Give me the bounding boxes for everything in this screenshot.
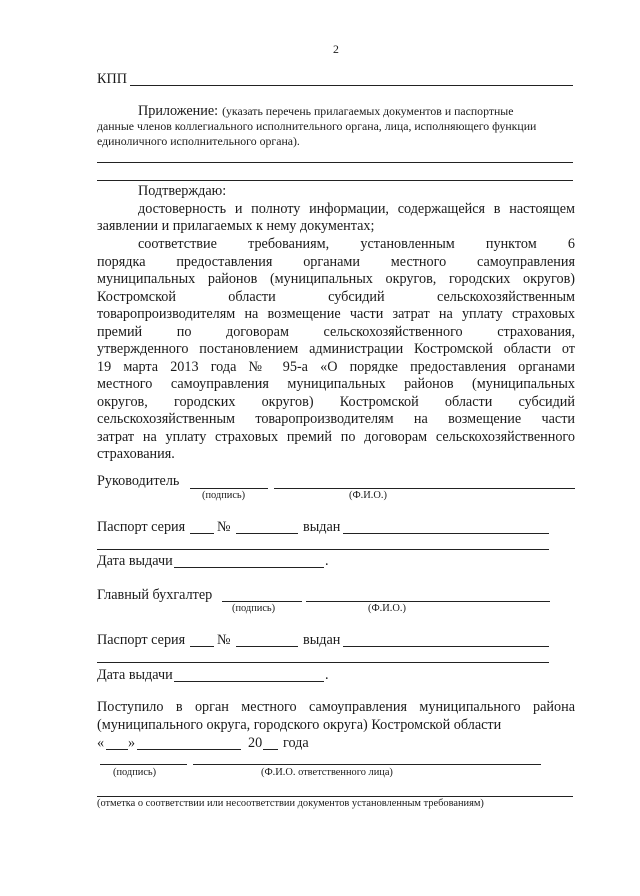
compliance-note-caption: (отметка о соответствии или несоответствии документов установленным требованиям)	[97, 798, 484, 809]
accountant-name-caption: (Ф.И.О.)	[368, 603, 406, 614]
attachment-line-3: единоличного исполнительного органа).	[97, 134, 300, 148]
accountant-name-field[interactable]	[306, 601, 550, 602]
head-label: Руководитель	[97, 473, 180, 489]
received-line-2: (муниципального округа, городского округа) Костромской области	[97, 717, 502, 733]
passport-number-field[interactable]	[236, 533, 298, 534]
passport-issued-label: выдан	[303, 519, 341, 535]
confirm-line: заявлении и прилагаемых к нему документах;	[97, 218, 375, 234]
accountant-label: Главный бухгалтер	[97, 587, 213, 603]
passport-series-label: Паспорт серия	[97, 632, 186, 648]
responsible-name-field[interactable]	[193, 764, 541, 765]
issue-date-dot: .	[325, 667, 329, 683]
passport-series-field[interactable]	[190, 646, 214, 647]
issue-date-label: Дата выдачи	[97, 667, 173, 683]
responsible-name-caption: (Ф.И.О. ответственного лица)	[261, 767, 393, 778]
confirm-line: страхования.	[97, 446, 175, 462]
attachment-label: Приложение:	[138, 103, 219, 119]
received-year-prefix: 20	[248, 735, 263, 751]
passport-number-field[interactable]	[236, 646, 298, 647]
confirm-line: порядка предоставления органами местного самоуправления	[97, 254, 575, 270]
received-signature-caption: (подпись)	[113, 767, 157, 778]
passport-issued-field[interactable]	[343, 533, 549, 534]
attachment-hint: (указать перечень прилагаемых документов и паспортные	[222, 104, 514, 118]
confirm-line: Костромской области субсидий сельскохозяйственным	[97, 289, 575, 305]
received-day-field[interactable]	[106, 749, 128, 750]
confirm-line: муниципальных районов (муниципальных округов, городских округов)	[97, 271, 575, 287]
received-line-1: Поступило в орган местного самоуправления муниципального района	[97, 699, 575, 715]
confirm-line: местного самоуправления муниципальных районов (муниципальных	[97, 376, 575, 392]
received-year-suffix: года	[283, 735, 309, 751]
issue-date-dot: .	[325, 553, 329, 569]
issue-date-label: Дата выдачи	[97, 553, 173, 569]
received-date-open-quote: «	[97, 735, 105, 751]
confirm-line: сельскохозяйственным товаропроизводителям на возмещение части	[97, 411, 575, 427]
confirm-line: 19 марта 2013 года № 95-а «О порядке предоставления органами	[97, 359, 575, 375]
received-month-field[interactable]	[137, 749, 241, 750]
confirm-line: товаропроизводителям на возмещение части затрат на уплату страховых	[97, 306, 575, 322]
passport-series-label: Паспорт серия	[97, 519, 186, 535]
received-year-field[interactable]	[263, 749, 278, 750]
page-number: 2	[333, 42, 339, 56]
head-signature-field[interactable]	[190, 488, 268, 489]
accountant-signature-caption: (подпись)	[232, 603, 276, 614]
confirm-line: премий по договорам сельскохозяйственного страхования,	[97, 324, 575, 340]
received-date-close-quote: »	[128, 735, 136, 751]
passport-issued-label: выдан	[303, 632, 341, 648]
passport-series-field[interactable]	[190, 533, 214, 534]
passport-number-label: №	[217, 519, 231, 535]
passport-number-label: №	[217, 632, 231, 648]
confirm-line: округов, городских округов) Костромской области субсидий	[97, 394, 575, 410]
head-signature-caption: (подпись)	[202, 490, 246, 501]
issue-date-field[interactable]	[174, 681, 324, 682]
kpp-line	[130, 85, 573, 86]
attachment-first-line	[138, 102, 513, 120]
confirm-line: утвержденного постановлением администрации Костромской области от	[97, 341, 575, 357]
confirm-line: достоверность и полноту информации, содержащейся в настоящем	[138, 201, 575, 217]
confirm-line: соответствие требованиям, установленным пунктом 6	[138, 236, 575, 252]
issue-date-field[interactable]	[174, 567, 324, 568]
kpp-label: КПП	[97, 71, 127, 87]
head-name-field[interactable]	[274, 488, 575, 489]
passport-issued-field[interactable]	[343, 646, 549, 647]
head-name-caption: (Ф.И.О.)	[349, 490, 387, 501]
confirm-line: затрат на уплату страховых премий по договорам сельскохозяйственного	[97, 429, 575, 445]
accountant-signature-field[interactable]	[222, 601, 302, 602]
received-signature-field[interactable]	[100, 764, 187, 765]
attachment-line-2: данные членов коллегиального исполнительного органа, лица, исполняющего функции	[97, 119, 537, 133]
attachment-blank-line	[97, 180, 573, 181]
compliance-note-field[interactable]	[97, 796, 573, 797]
passport-issued-continuation[interactable]	[97, 549, 549, 550]
attachment-blank-line	[97, 162, 573, 163]
confirm-title: Подтверждаю:	[138, 183, 227, 199]
passport-issued-continuation[interactable]	[97, 662, 549, 663]
